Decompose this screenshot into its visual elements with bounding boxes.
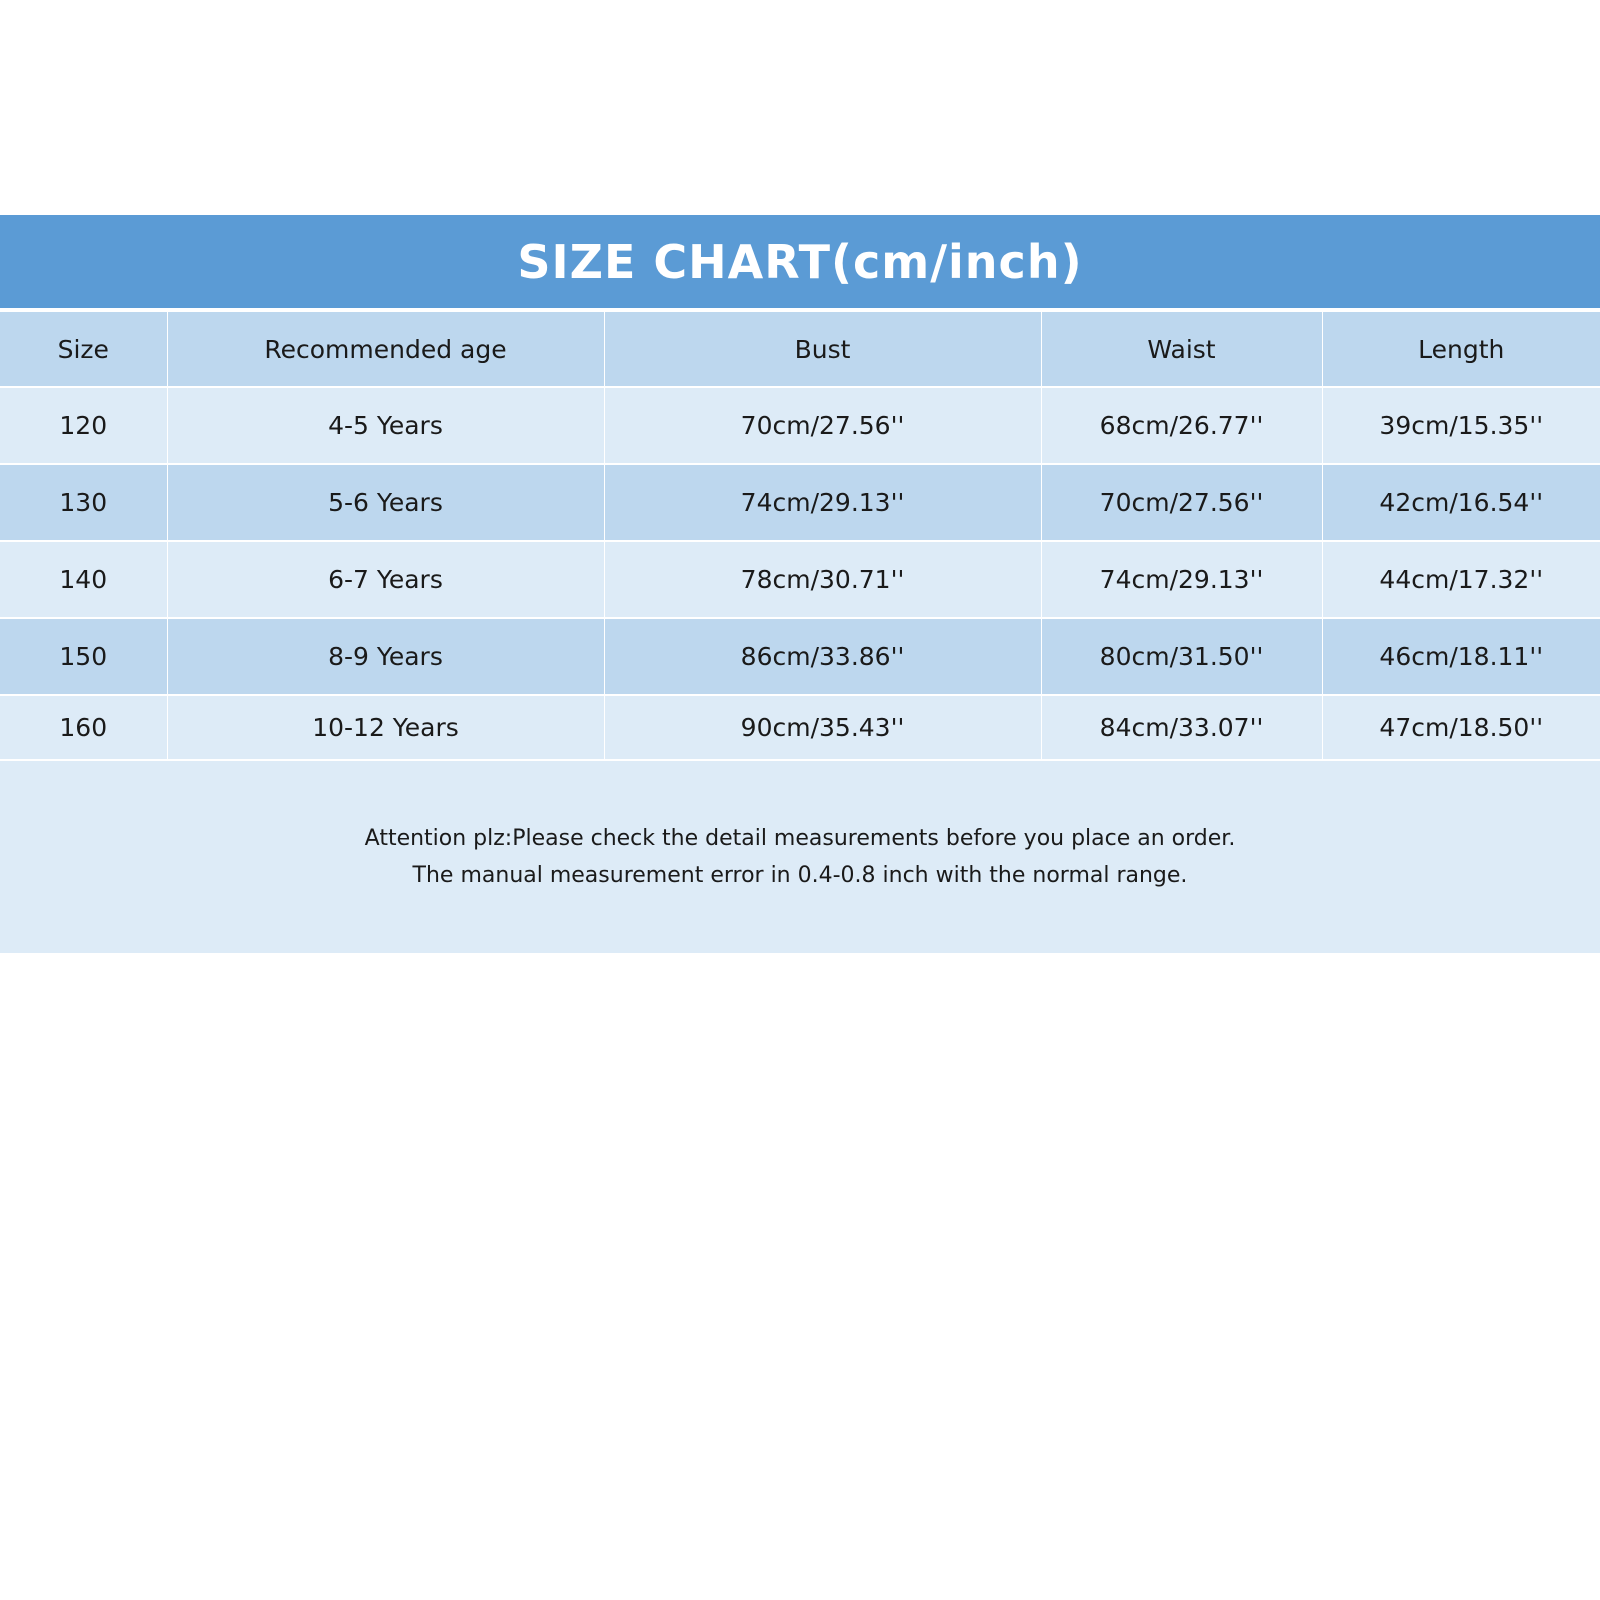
column-header-waist: Waist [1041,312,1322,387]
size-chart-title: SIZE CHART(cm/inch) [517,234,1083,289]
length-cell: 39cm/15.35'' [1322,387,1600,464]
age-cell: 8-9 Years [167,618,604,695]
bust-cell: 74cm/29.13'' [604,464,1041,541]
size-chart-title-bar [0,215,1600,308]
size-chart [0,215,1600,953]
age-cell: 4-5 Years [167,387,604,464]
length-cell: 44cm/17.32'' [1322,541,1600,618]
length-cell: 46cm/18.11'' [1322,618,1600,695]
size-cell: 150 [59,642,108,671]
bust-cell: 78cm/30.71'' [604,541,1041,618]
table-row [0,618,1600,695]
waist-cell: 70cm/27.56'' [1041,464,1322,541]
bust-cell: 70cm/27.56'' [604,387,1041,464]
table-row [0,464,1600,541]
table-row [0,541,1600,618]
age-cell: 10-12 Years [167,695,604,759]
size-cell: 130 [59,488,108,517]
size-table [0,312,1600,759]
table-row [0,387,1600,464]
attention-note [0,759,1600,953]
size-cell: 140 [59,565,108,594]
length-cell: 47cm/18.50'' [1322,695,1600,759]
bust-cell: 90cm/35.43'' [604,695,1041,759]
waist-cell: 80cm/31.50'' [1041,618,1322,695]
attention-note-line-2: The manual measurement error in 0.4-0.8 inch with the normal range. [412,863,1188,888]
waist-cell: 84cm/33.07'' [1041,695,1322,759]
attention-note-line-1: Attention plz:Please check the detail measurements before you place an order. [364,826,1236,851]
table-header-row [0,312,1600,387]
age-cell: 6-7 Years [167,541,604,618]
column-header-recommended-age: Recommended age [167,312,604,387]
table-row [0,695,1600,759]
column-header-size: Size [57,334,109,364]
waist-cell: 68cm/26.77'' [1041,387,1322,464]
column-header-length: Length [1322,312,1600,387]
waist-cell: 74cm/29.13'' [1041,541,1322,618]
column-header-bust: Bust [604,312,1041,387]
size-cell: 120 [59,411,108,440]
age-cell: 5-6 Years [167,464,604,541]
length-cell: 42cm/16.54'' [1322,464,1600,541]
bust-cell: 86cm/33.86'' [604,618,1041,695]
size-cell: 160 [59,713,108,742]
